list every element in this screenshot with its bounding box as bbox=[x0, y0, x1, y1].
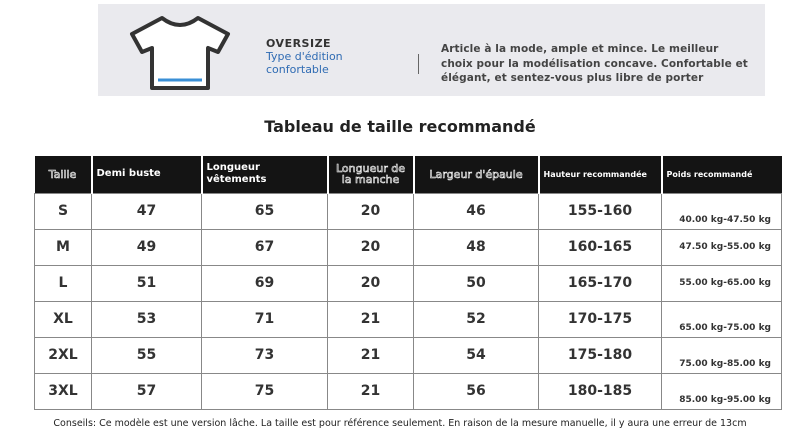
table-row bbox=[35, 229, 782, 265]
cell-size: M bbox=[35, 229, 92, 265]
header-weight: Poids recommandé bbox=[662, 156, 782, 193]
cell-size: XL bbox=[35, 301, 92, 337]
type-line-2: confortable bbox=[266, 63, 329, 76]
cell-bust: 53 bbox=[92, 301, 202, 337]
cell-size: L bbox=[35, 265, 92, 301]
cell-height: 170-175 bbox=[539, 301, 662, 337]
table-row bbox=[35, 373, 782, 409]
header-size: Taille bbox=[35, 156, 92, 193]
table-header-row bbox=[35, 156, 782, 193]
type-line-1: Type d'édition bbox=[266, 50, 343, 63]
cell-height: 160-165 bbox=[539, 229, 662, 265]
product-banner bbox=[98, 4, 765, 96]
cell-weight: 40.00 kg-47.50 kg bbox=[662, 193, 782, 229]
cell-shoulder: 46 bbox=[414, 193, 539, 229]
table-row bbox=[35, 337, 782, 373]
header-bust: Demi buste bbox=[92, 156, 202, 193]
cell-size: S bbox=[35, 193, 92, 229]
cell-sleeve: 20 bbox=[328, 193, 414, 229]
cell-bust: 47 bbox=[92, 193, 202, 229]
cell-shoulder: 52 bbox=[414, 301, 539, 337]
cell-shoulder: 56 bbox=[414, 373, 539, 409]
oversize-tag bbox=[266, 38, 376, 76]
cell-height: 165-170 bbox=[539, 265, 662, 301]
cell-height: 180-185 bbox=[539, 373, 662, 409]
banner-divider bbox=[418, 54, 419, 74]
cell-length: 73 bbox=[202, 337, 328, 373]
cell-length: 71 bbox=[202, 301, 328, 337]
cell-size: 3XL bbox=[35, 373, 92, 409]
product-description: Article à la mode, ample et mince. Le meilleur choix pour la modélisation concave. Confortable et élégant, et sentez-vous plus libre de porter bbox=[441, 43, 748, 84]
cell-sleeve: 21 bbox=[328, 301, 414, 337]
cell-size: 2XL bbox=[35, 337, 92, 373]
oversize-label: OVERSIZE bbox=[266, 37, 332, 50]
cell-weight: 65.00 kg-75.00 kg bbox=[662, 301, 782, 337]
header-shoulder: Largeur d'épaule bbox=[414, 156, 539, 193]
cell-weight: 75.00 kg-85.00 kg bbox=[662, 337, 782, 373]
header-height: Hauteur recommandée bbox=[539, 156, 662, 193]
cell-weight: 55.00 kg-65.00 kg bbox=[662, 265, 782, 301]
cell-length: 67 bbox=[202, 229, 328, 265]
cell-length: 69 bbox=[202, 265, 328, 301]
cell-length: 65 bbox=[202, 193, 328, 229]
cell-height: 175-180 bbox=[539, 337, 662, 373]
cell-bust: 51 bbox=[92, 265, 202, 301]
cell-weight: 85.00 kg-95.00 kg bbox=[662, 373, 782, 409]
table-row bbox=[35, 193, 782, 229]
cell-shoulder: 54 bbox=[414, 337, 539, 373]
cell-sleeve: 20 bbox=[328, 229, 414, 265]
table-row bbox=[35, 265, 782, 301]
cell-sleeve: 20 bbox=[328, 265, 414, 301]
table-row bbox=[35, 301, 782, 337]
size-chart-table bbox=[34, 156, 782, 410]
cell-shoulder: 50 bbox=[414, 265, 539, 301]
sizing-note: Conseils: Ce modèle est une version lâche. La taille est pour référence seulement. En raison de la mesure manuelle, il y aura une erreur de 13cm bbox=[53, 418, 747, 429]
cell-length: 75 bbox=[202, 373, 328, 409]
cell-height: 155-160 bbox=[539, 193, 662, 229]
cell-bust: 49 bbox=[92, 229, 202, 265]
cell-sleeve: 21 bbox=[328, 373, 414, 409]
header-sleeve: Longueur de la manche bbox=[328, 156, 414, 193]
table-title: Tableau de taille recommandé bbox=[264, 117, 536, 136]
header-length: Longueur vêtements bbox=[202, 156, 328, 193]
tshirt-icon bbox=[124, 8, 236, 92]
cell-bust: 57 bbox=[92, 373, 202, 409]
cell-weight: 47.50 kg-55.00 kg bbox=[662, 229, 782, 265]
cell-sleeve: 21 bbox=[328, 337, 414, 373]
cell-bust: 55 bbox=[92, 337, 202, 373]
cell-shoulder: 48 bbox=[414, 229, 539, 265]
